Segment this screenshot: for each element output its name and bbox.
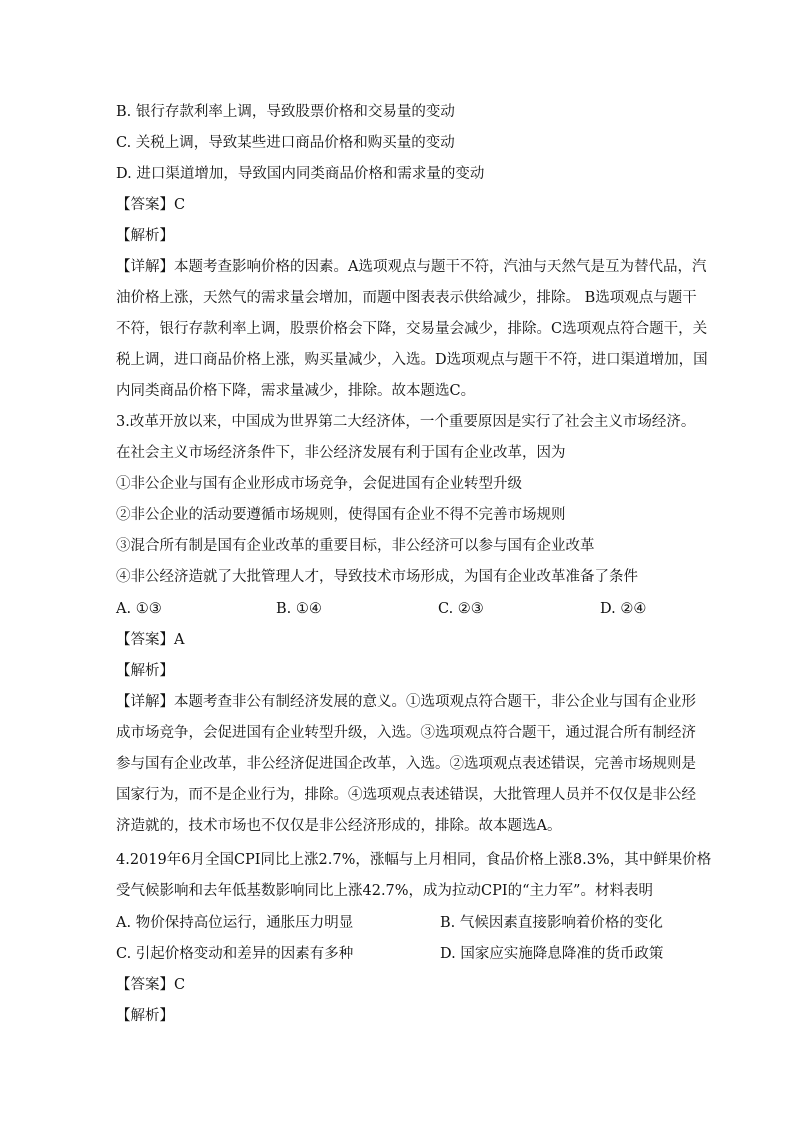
q2-answer: 【答案】C — [116, 197, 186, 213]
q3-answer: 【答案】A — [116, 632, 185, 648]
q3-item-4: ④非公经济造就了大批管理人才，导致技术市场形成，为国有企业改革准备了条件 — [116, 569, 638, 585]
q3-stem-line: 3.改革开放以来，中国成为世界第二大经济体，一个重要原因是实行了社会主义市场经济。 — [116, 414, 696, 430]
q3-detail-line: 济造就的，技术市场也不仅仅是非公经济形成的，排除。故本题选A。 — [116, 818, 562, 834]
q2-option-b: B. 银行存款利率上调，导致股票价格和交易量的变动 — [116, 104, 455, 120]
q2-option-c: C. 关税上调，导致某些进口商品价格和购买量的变动 — [116, 135, 455, 151]
q3-option-b: B. ①④ — [276, 601, 322, 617]
q3-detail-line: 参与国有企业改革，非公经济促进国企改革，入选。②选项观点表述错误，完善市场规则是 — [116, 756, 696, 772]
q4-answer: 【答案】C — [116, 977, 186, 993]
q3-item-3: ③混合所有制是国有企业改革的重要目标，非公经济可以参与国有企业改革 — [116, 538, 595, 554]
q4-option-c: C. 引起价格变动和差异的因素有多种 — [116, 946, 354, 962]
q3-detail-line: 【详解】本题考查非公有制经济发展的意义。①选项观点符合题干，非公企业与国有企业形 — [116, 694, 696, 710]
q3-option-d: D. ②④ — [600, 601, 647, 617]
q2-detail-line: 税上调，进口商品价格上涨，购买量减少，入选。D选项观点与题干不符，进口渠道增加，国 — [116, 352, 708, 368]
q2-detail-line: 【详解】本题考查影响价格的因素。A选项观点与题干不符，汽油与天然气是互为替代品，汽 — [116, 259, 707, 275]
q4-option-b: B. 气候因素直接影响着价格的变化 — [440, 915, 663, 931]
q4-stem-line: 4.2019年6月全国CPI同比上涨2.7%，涨幅与上月相同，食品价格上涨8.3%，其中鲜果价格 — [116, 852, 712, 868]
q2-option-d: D. 进口渠道增加，导致国内同类商品价格和需求量的变动 — [116, 166, 485, 182]
q3-detail-line: 国家行为，而不是企业行为，排除。④选项观点表述错误，大批管理人员并不仅仅是非公经 — [116, 787, 696, 803]
q4-stem-line: 受气候影响和去年低基数影响同比上涨42.7%，成为拉动CPI的“主力军”。材料表明 — [116, 883, 653, 899]
q2-detail-line: 不符，银行存款利率上调，股票价格会下降，交易量会减少，排除。C选项观点符合题干，关 — [116, 321, 708, 337]
q2-analysis-label: 【解析】 — [116, 228, 174, 244]
q3-detail-line: 成市场竞争，会促进国有企业转型升级，入选。③选项观点符合题干，通过混合所有制经济 — [116, 725, 696, 741]
q2-detail-line: 油价格上涨，天然气的需求量会增加，而题中图表表示供给减少，排除。 B选项观点与题干 — [116, 290, 697, 306]
q3-option-c: C. ②③ — [438, 601, 484, 617]
q3-stem-line: 在社会主义市场经济条件下，非公经济发展有利于国有企业改革，因为 — [116, 445, 566, 461]
q3-option-a: A. ①③ — [116, 601, 162, 617]
q2-detail-line: 内同类商品价格下降，需求量减少，排除。故本题选C。 — [116, 383, 476, 399]
q3-analysis-label: 【解析】 — [116, 663, 174, 679]
q4-option-d: D. 国家应实施降息降准的货币政策 — [440, 946, 664, 962]
q4-option-a: A. 物价保持高位运行，通胀压力明显 — [116, 915, 354, 931]
q3-item-2: ②非公企业的活动要遵循市场规则，使得国有企业不得不完善市场规则 — [116, 507, 566, 523]
q3-item-1: ①非公企业与国有企业形成市场竞争，会促进国有企业转型升级 — [116, 476, 522, 492]
q4-analysis-label: 【解析】 — [116, 1008, 174, 1024]
